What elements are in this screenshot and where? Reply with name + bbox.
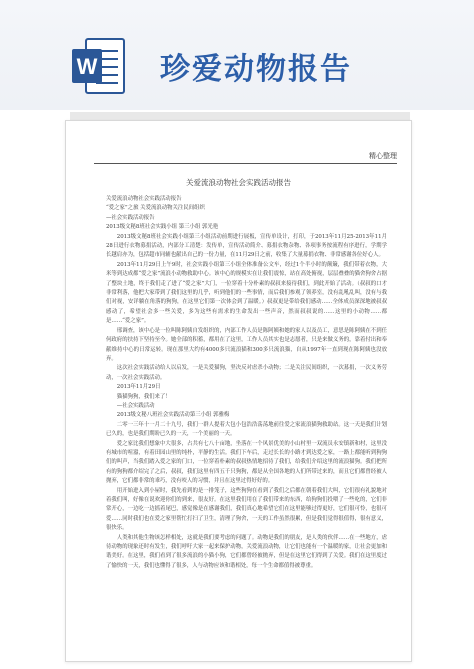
paragraph: 二零一三年十一月二十九号，我们一群人提着大包小包浩浩荡荡地前往爱之家流浪猫狗救助站。这一天是我们计划已久的，也是我们期盼已久的一天，一个美丽的一天。 (106, 421, 387, 438)
word-document-icon (70, 35, 128, 97)
paragraph: 2013级文秘8班社会实践小组 第三小组 郭光艳 (106, 224, 219, 231)
banner-title: 珍爱动物报告 (160, 52, 352, 87)
paragraph: 用开始进入到小屋时，我先看到的是一排笼子，这些狗狗在看到了我们之后都在朝着我们大叫，它们很有礼貌地对着我们叫，好像在说欢迎你们的到来，很友好。在这里我们用在了我们带来的东西，给狗狗们投喂了一些吃的，它们非常开心，一边吃一边摇着尾巴，感觉像是在感谢我们，我们真心地希望它们在这里能够过得更好，它们很可怜，也很可爱……同时我们也在爱之家里帮忙打扫了卫生，清理了狗舍，一天的工作虽然很累，但是我们觉得很值得，很有意义，很快乐。 (106, 487, 387, 532)
header-rule (94, 163, 397, 164)
header-note: 精心整理 (369, 152, 397, 160)
paragraph: 爱之家比我们想象中大很多，占共有七八十亩地，坐落在一个风景优美的小山村里一双流员永安镇新和村，这里没有城市的喧嚣，有着田园山里的纯朴，平静的生活。我们下车后，走过长长的小路才到达爱之家，一路上都能听到狗狗们的叫声，当我们踏入爱之家的门口，一位穿着朴素的叔叔热情地招待了我们，给我们介绍这里的流浪猫狗。我们把所有的狗狗都介绍完了之后，叔叔，我们这里有四五千只狗狗，都是从全国各地的人们所带过来的，而且它们都曾经被人抛弃，它们都非常的乖巧，没有咬人的习惯，并且在这里过得好好的。 (106, 440, 387, 485)
paragraph: 邢调查，该中心是一位叫陈阿姨自发组织的，内部工作人员是陈阿姨和她的家人以及员工，意思是陈阿姨在不到任何政府的扶持下坚持至今。她全部的积蓄，都用在了这里，工作人员其实也是志愿者，只是来做义务的，靠着付出和奉献维持中心的日常运转。现在那里大约有4000多只流浪猫和300多只流浪猫，自从1997年一直到现在陈阿姨也没放弃。 (106, 327, 387, 362)
paragraph: 2013级文秘八班社会实践活动第三小组 郭雅梅 (116, 412, 230, 419)
paragraph: 人类和其他生物该怎样相处，这就是我们要考虑的问题了。动物是我们的朋友，是人类的伙伴……在一些地方，虐待动物的现象还时有发生，我们呼吁大家一起来保护动物，关爱流浪动物，让它们也能有一个温暖的家，让社会更加和谐美好。在这里，我们看到了很多流浪的小猫小狗，它们都曾经被抛弃，但是在这里它们得到了关爱。我们在这里度过了愉快的一天，我们也懂得了很多，人与动物应该和谐相处，每一个生命都值得被尊重。 (106, 534, 387, 569)
paragraph: 这次社会实践活动给人以启发，一是关爱猫狗，坚决反对虐杀小动物；二是关注民间组织，一次募捐，一次义务劳动，一次社会实践活动。 (106, 365, 387, 381)
paragraph: —社会实践活动 (116, 402, 155, 409)
paragraph: 2013年11月29日 (116, 384, 161, 391)
document-title: 关爱流浪动物社会实践活动报告 (186, 178, 291, 187)
document-page (65, 120, 412, 662)
paragraph: “爱之家”之旅 关爱流浪动物关注民间组织 (106, 205, 205, 212)
paragraph: 关爱流浪动物社会实践活动报告 (106, 196, 182, 202)
word-logo-letter: W (76, 54, 98, 79)
paragraph: 猫猫狗狗，我们来了！ (116, 393, 171, 400)
document-body (106, 195, 387, 571)
paragraph: 2013级文秘8班社会实践小组第三小组活动前期进行展板，宣传单设计，打印，于2013年11月25-2013年11月28日进行衣物募捐活动，内部分工清楚：发传单，宣传活动简介、募捐衣物杂物、各项事务按流程有序进行，学期学长越肩亦为，包括超市同辅也献出自己的一份力量，在11月29日之前，收集了大量募捐衣物、非常感谢各位好心人。 (106, 233, 387, 259)
paragraph: 2013年11月29日上午9时，社会实践小组第三小组全体准备公文车，经过1个半小时的颠簸，我们带着衣物，大米等到达成都“爱之家”流浪小动物救助中心。该中心的规模实在让我们震惊，站在高处俯视，层层叠叠的猫舍狗舍占据了整块土地，终于我们走了进了“爱之家”大门，一位穿着十分朴素的叔叔来接待我们，到此开始了活动。（叔叔的口才非常利落，他把大家带到了我们这里的几乎，听到他们的一些事情，而后我们参观了领养室，没有乱吼乱叫，没有与我们对视，安详躺在角落的狗狗，在这里它们第一次体会到了温暖。）叔叔更是带给我们感动……全体成员深深地被叔叔感动了，希望社会多一些关爱，多为这些有需求的生命发出一些声音，然而叔叔说的……这里的小动物……都是……“爱之家”。 (106, 261, 387, 325)
header-banner (0, 0, 474, 110)
paragraph: —社会实践活动报告 (106, 214, 155, 221)
